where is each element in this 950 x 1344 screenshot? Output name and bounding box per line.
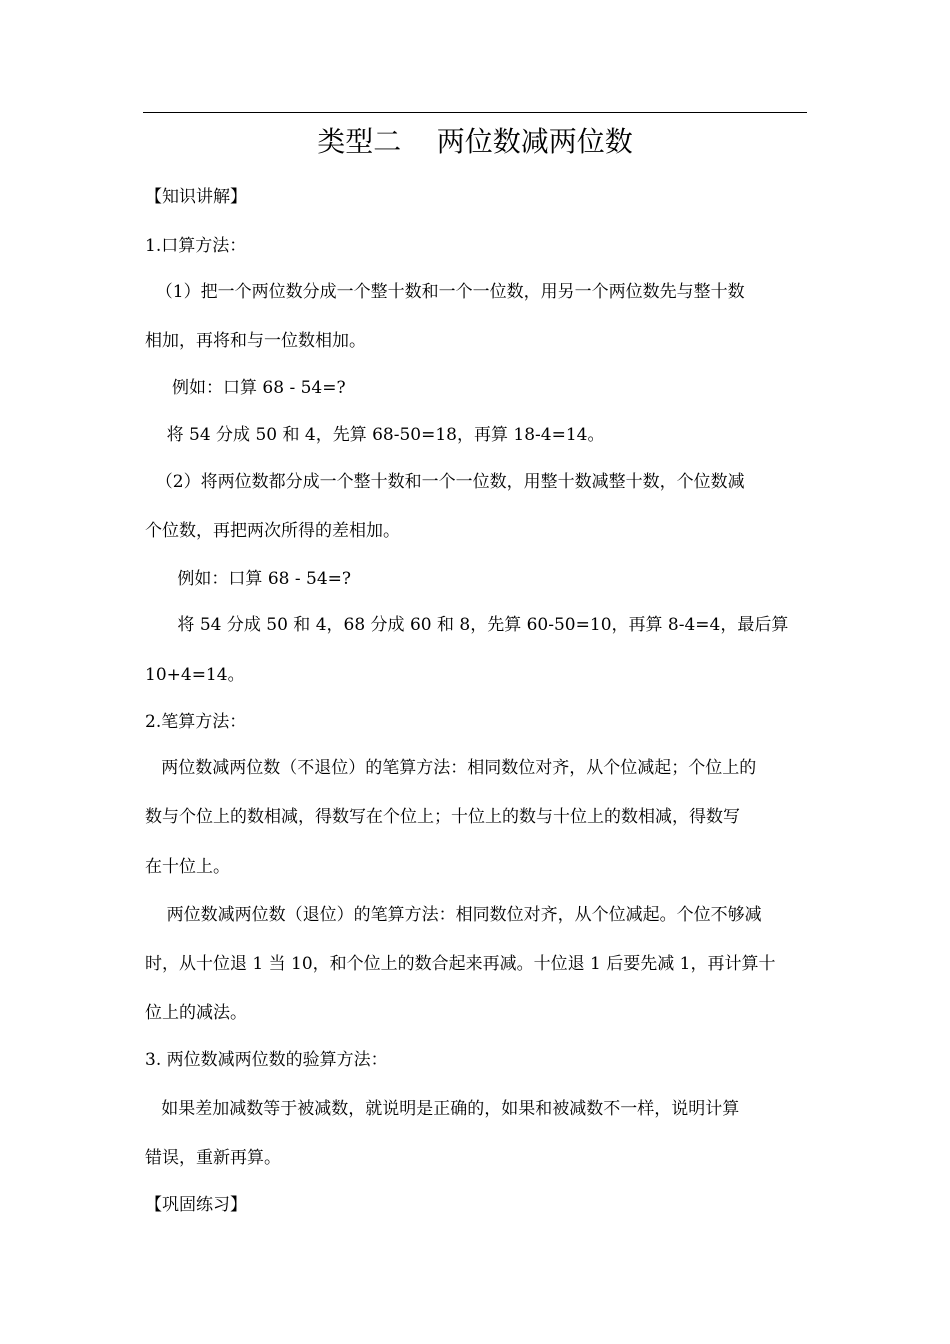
subheading-written-method: 2.笔算方法：: [145, 712, 247, 732]
paragraph-line: 两位数减两位数（退位）的笔算方法：相同数位对齐，从个位减起。个位不够减: [145, 905, 762, 925]
paragraph-line: 如果差加减数等于被减数，就说明是正确的，如果和被减数不一样，说明计算: [145, 1099, 740, 1119]
paragraph-line: 在十位上。: [145, 857, 230, 877]
paragraph-line: 时，从十位退 1 当 10，和个位上的数合起来再减。十位退 1 后要先减 1，再计算十: [145, 954, 776, 974]
section-heading-practice: 【巩固练习】: [145, 1195, 247, 1215]
paragraph-line: （2）将两位数都分成一个整十数和一个一位数，用整十数减整十数，个位数减: [145, 472, 745, 492]
paragraph-line: 两位数减两位数（不退位）的笔算方法：相同数位对齐，从个位减起；个位上的: [145, 758, 757, 778]
paragraph-line: 个位数，再把两次所得的差相加。: [145, 521, 400, 541]
header-rule: [143, 112, 807, 113]
page-title: 类型二 两位数减两位数: [317, 125, 633, 158]
example-line: 例如：口算 68 - 54=?: [145, 378, 346, 398]
paragraph-line: 位上的减法。: [145, 1003, 247, 1023]
section-heading-knowledge: 【知识讲解】: [145, 187, 247, 207]
paragraph-line: 相加，再将和与一位数相加。: [145, 331, 366, 351]
example-line: 10+4=14。: [145, 665, 245, 685]
example-line: 将 54 分成 50 和 4，68 分成 60 和 8，先算 60-50=10，再算 8-4=4，最后算: [145, 615, 789, 635]
paragraph-line: 错误，重新再算。: [145, 1148, 281, 1168]
example-line: 例如：口算 68 - 54=?: [145, 569, 352, 589]
paragraph-line: （1）把一个两位数分成一个整十数和一个一位数，用另一个两位数先与整十数: [145, 282, 745, 302]
subheading-mental-method: 1.口算方法：: [145, 236, 247, 256]
paragraph-line: 数与个位上的数相减，得数写在个位上；十位上的数与十位上的数相减，得数写: [145, 807, 740, 827]
example-line: 将 54 分成 50 和 4，先算 68-50=18，再算 18-4=14。: [145, 425, 605, 445]
subheading-check-method: 3. 两位数减两位数的验算方法：: [145, 1050, 388, 1070]
